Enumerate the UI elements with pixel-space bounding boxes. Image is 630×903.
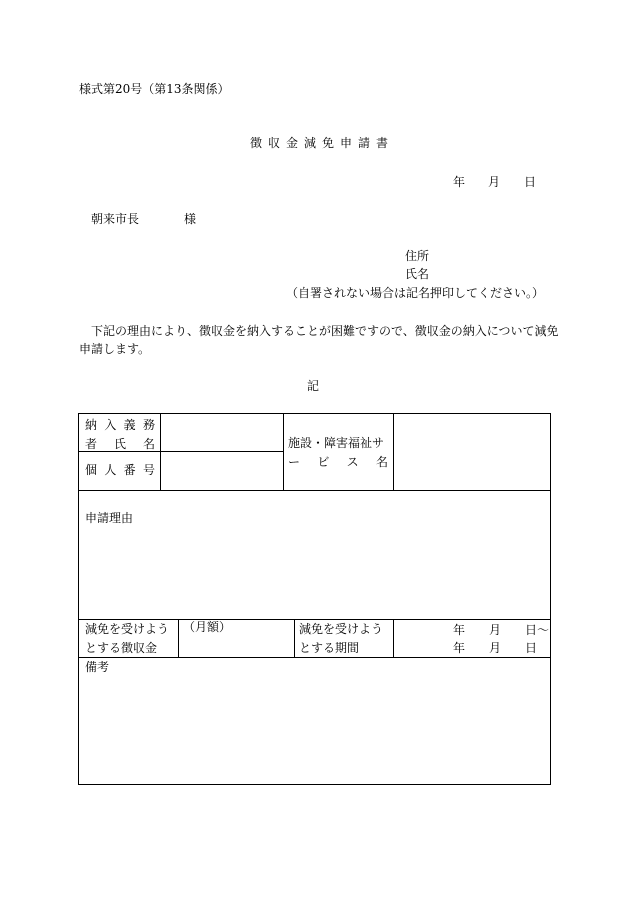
period-to-day: 日 <box>525 641 538 655</box>
period-label-line-2: とする期間 <box>299 641 360 655</box>
label-char: 名 <box>142 437 155 451</box>
application-table <box>78 413 551 785</box>
reason-field[interactable] <box>79 491 550 619</box>
addressee-name: 朝来市長 <box>91 212 140 226</box>
applicant-address-label: 住所 <box>405 249 430 263</box>
remarks-label: 備考 <box>85 660 110 674</box>
document-title: 徴収金減免申請書 <box>250 136 395 150</box>
period-to[interactable] <box>394 639 550 658</box>
period-label-line-1: 減免を受けよう <box>299 622 384 636</box>
monthly-amount-field[interactable] <box>179 620 294 657</box>
label-char: 納 <box>85 418 98 432</box>
label-char: 号 <box>142 463 155 477</box>
ki-heading: 記 <box>307 379 320 393</box>
personal-number-label <box>85 461 155 480</box>
period-label <box>299 620 383 658</box>
date-year: 年 <box>453 175 466 189</box>
obligor-name-field[interactable] <box>161 414 283 451</box>
label-char: ス <box>346 455 359 469</box>
period-from[interactable] <box>394 620 550 639</box>
remarks-field[interactable] <box>79 658 550 784</box>
facility-service-field[interactable] <box>394 414 550 490</box>
label-char: ー <box>288 455 301 469</box>
amount-label <box>85 620 169 658</box>
personal-number-field[interactable] <box>161 452 283 490</box>
amount-label-line-1: 減免を受けよう <box>85 622 170 636</box>
period-from-day: 日～ <box>525 623 550 637</box>
label-char: 義 <box>123 418 136 432</box>
reason-label: 申請理由 <box>85 511 134 525</box>
column-divider <box>283 414 284 490</box>
label-char: 務 <box>142 418 155 432</box>
amount-label-line-2: とする徴収金 <box>85 641 158 655</box>
label-char: 個 <box>85 463 98 477</box>
label-char: 番 <box>123 463 136 477</box>
label-char: 人 <box>104 463 117 477</box>
obligor-name-label <box>85 416 155 454</box>
label-char: ビ <box>317 455 330 469</box>
period-from-year: 年 <box>453 623 466 637</box>
label-char: 名 <box>375 455 388 469</box>
addressee-honorific: 様 <box>184 212 197 226</box>
applicant-name-label: 氏名 <box>405 267 430 281</box>
monthly-amount-label: （月額） <box>183 620 232 634</box>
facility-service-label <box>288 434 388 472</box>
body-text-line-2: 申請します。 <box>79 342 151 356</box>
body-text-line-1: 下記の理由により、徴収金を納入することが困難ですので、徴収金の納入について減免 <box>91 324 559 338</box>
column-divider <box>294 619 295 657</box>
period-to-month: 月 <box>489 641 502 655</box>
period-to-year: 年 <box>453 641 466 655</box>
applicant-signature-note: （自署されない場合は記名押印してください。） <box>286 286 545 300</box>
label-char: 氏 <box>113 437 126 451</box>
date-day: 日 <box>524 175 537 189</box>
facility-label-line-1: 施設・障害福祉サ <box>288 436 385 450</box>
date-month: 月 <box>488 175 501 189</box>
label-char: 入 <box>104 418 117 432</box>
period-from-month: 月 <box>489 623 502 637</box>
form-number: 様式第20号（第13条関係） <box>79 82 230 96</box>
label-char: 者 <box>85 437 98 451</box>
